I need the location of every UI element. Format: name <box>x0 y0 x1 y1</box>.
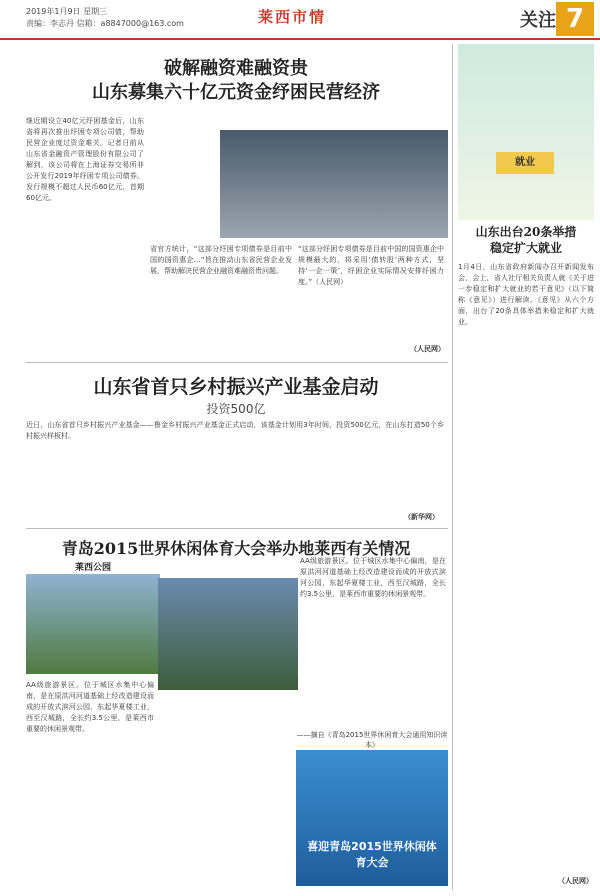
park-photo <box>26 574 160 674</box>
poster-text: 喜迎青岛2015世界休闲体育大会 <box>307 840 437 869</box>
article1-title-line1: 破解融资难融资贵 <box>164 58 308 79</box>
sidebar-title-line1: 山东出台20条举措 <box>475 225 577 239</box>
editor-line: 责编：李志丹 信箱：a8847000@163.com <box>26 19 184 28</box>
article2-body: 近日，山东省首只乡村振兴产业基金——鲁金乡村振兴产业基金正式启动，该基金计划用3年时间，投资500亿元，在山东打造50个乡村振兴样板村。 <box>26 421 444 440</box>
article3-col1: AA级旅游景区。位于城区水集中心偏南，是在原洪河河道基础上经改造建设而成的开放式滨河公园，东起华夏楼工业，西至汉城路，全长约3.5公里，是莱西市重要的休闲景观带。 <box>26 681 154 733</box>
sidebar-body: 1月4日，山东省政府新闻办召开新闻发布会，会上，省人社厅相关负责人就《关于进一步稳定和扩大就业的若干意见》（以下简称《意见》）进行解读。《意见》从六个方面，出台了20条具体举措来稳定和扩大就业。 <box>458 263 594 326</box>
header-meta <box>26 6 184 30</box>
column-divider <box>452 44 453 890</box>
games-poster <box>296 750 448 886</box>
park-heading: 莱西公园 <box>74 563 111 573</box>
issue-date: 2019年1月9日 星期三 <box>26 7 108 16</box>
employment-illustration <box>458 44 594 220</box>
article1-col1: 继近期设立40亿元纾困基金后，山东省将再次推出纾困专项公司债，帮助民营企业度过资金难关。记者日前从山东省金融资产管理股份有限公司了解到，该公司将在上海证券交易所非公开发行2019年纾困专项公司债券。发行规模不超过人民币60亿元，首期60亿元。 <box>26 117 144 202</box>
article3-title: 青岛2015世界休闲体育大会举办地莱西有关情况 <box>61 539 411 558</box>
paper-name: 莱西市情 <box>258 8 327 26</box>
article1-credit: （人民网） <box>410 345 445 353</box>
page-number: 7 <box>556 2 594 36</box>
article1-col2: 省官方统计，“这部分纾困专项债券是目前中国的国资惠企…”旨在推动山东省民营企业发展，帮助解决民营企业融资难融资贵问题。 <box>150 245 292 275</box>
sidebar-title-line2: 稳定扩大就业 <box>489 241 562 255</box>
banner-text: 就业 <box>496 152 554 174</box>
cycling-photo <box>158 578 298 690</box>
house-money-photo <box>220 130 448 238</box>
page-header <box>0 0 600 40</box>
article2-credit: （新华网） <box>404 513 439 521</box>
sidebar-credit: （人民网） <box>558 877 593 885</box>
article3-caption: ——摘自《青岛2015世界休闲育大会通用知识读本》 <box>296 731 448 749</box>
article2-title: 山东省首只乡村振兴产业基金启动 <box>93 376 379 398</box>
divider <box>26 362 448 363</box>
article3-col2: AA级旅游景区。位于城区水集中心偏南，是在原洪河河道基础上经改造建设而成的开放式滨河公园，东起华夏楼工业，西至汉城路，全长约3.5公里，是莱西市重要的休闲景观带。 <box>300 557 446 598</box>
article2-subtitle: 投资500亿 <box>206 402 266 416</box>
article1-col3: “这部分纾困专项债券是目前中国的国资惠企中规模最大的，将采用‘债转股’两种方式，坚持‘一企一策’，纾困企业实际情况安排纾困力度。”（人民网） <box>298 245 444 286</box>
section-name: 关注 <box>520 10 556 31</box>
article1-title-line2: 山东募集六十亿元资金纾困民营经济 <box>92 82 380 103</box>
divider <box>26 528 448 529</box>
